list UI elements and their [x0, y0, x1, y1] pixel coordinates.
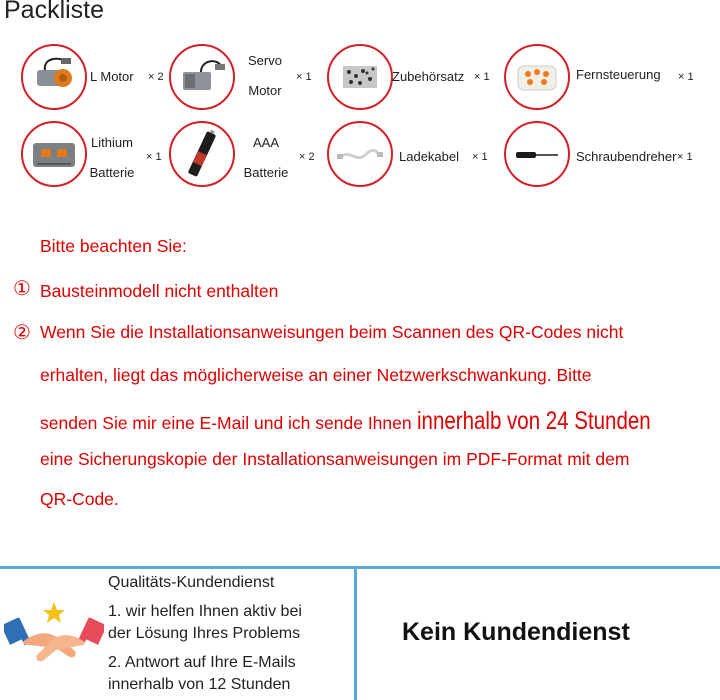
section-divider: [0, 566, 720, 569]
service-heading: Qualitäts-Kundendienst: [108, 574, 275, 591]
item-label-line: Motor: [248, 83, 282, 98]
point-marker: ②: [13, 322, 31, 344]
item-label: Ladekabel: [399, 149, 459, 164]
screwdriver-icon: [504, 121, 570, 187]
service-point-1-line: 1. wir helfen Ihnen aktiv bei: [108, 603, 302, 620]
page-title: Packliste: [4, 0, 105, 24]
item-label: Schraubendreher: [576, 149, 677, 164]
item-quantity: × 2: [299, 151, 315, 163]
notice-heading: Bitte beachten Sie:: [40, 236, 187, 256]
servo-motor-icon: [169, 44, 235, 110]
service-point-2-line: innerhalb von 12 Stunden: [108, 676, 291, 693]
notice-point-2-line: erhalten, liegt das möglicherweise an einer Netzwerkschwankung. Bitte: [40, 365, 592, 385]
notice-point-1: Bausteinmodell nicht enthalten: [40, 281, 279, 301]
service-point-2-line: 2. Antwort auf Ihre E-Mails: [108, 654, 296, 671]
point-marker: ①: [13, 278, 31, 300]
notice-text: senden Sie mir eine E-Mail und ich sende Ihnen: [40, 413, 412, 433]
no-service-heading: Kein Kundendienst: [402, 618, 630, 646]
item-label: [86, 128, 138, 188]
notice-emphasis: innerhalb von 24 Stunden: [416, 407, 651, 435]
item-label: [240, 46, 290, 106]
remote-control-icon: [504, 44, 570, 110]
aaa-battery-icon: [169, 121, 235, 187]
charging-cable-icon: [327, 121, 393, 187]
item-label: [240, 128, 292, 188]
item-quantity: × 1: [472, 151, 488, 163]
l-motor-icon: [21, 44, 87, 110]
item-quantity: × 1: [677, 151, 693, 163]
item-label-line: Batterie: [89, 165, 135, 180]
service-point-1-line: der Lösung Ihres Problems: [108, 625, 301, 642]
item-label: Zubehörsatz: [392, 69, 465, 84]
notice-point-2-line: eine Sicherungskopie der Installationsanweisungen im PDF-Format mit dem: [40, 449, 630, 469]
lithium-battery-icon: [21, 121, 87, 187]
item-label-line: Servo: [248, 53, 282, 68]
item-label: Fernsteuerung: [576, 67, 661, 82]
notice-point-2-line: [40, 407, 701, 436]
item-label-line: Lithium: [91, 135, 133, 150]
item-quantity: × 1: [474, 71, 490, 83]
notice-point-2-line: Wenn Sie die Installationsanweisungen beim Scannen des QR-Codes nicht: [40, 322, 624, 342]
item-label-line: AAA: [252, 135, 279, 150]
item-quantity: × 1: [296, 71, 312, 83]
handshake-icon: [4, 598, 104, 678]
item-label: L Motor: [90, 69, 134, 84]
notice-point-2-line: QR-Code.: [40, 489, 119, 509]
item-quantity: × 2: [148, 71, 164, 83]
accessory-kit-icon: [327, 44, 393, 110]
item-quantity: × 1: [146, 151, 162, 163]
item-label-line: Batterie: [243, 165, 289, 180]
section-divider: [354, 568, 357, 700]
item-quantity: × 1: [678, 71, 694, 83]
